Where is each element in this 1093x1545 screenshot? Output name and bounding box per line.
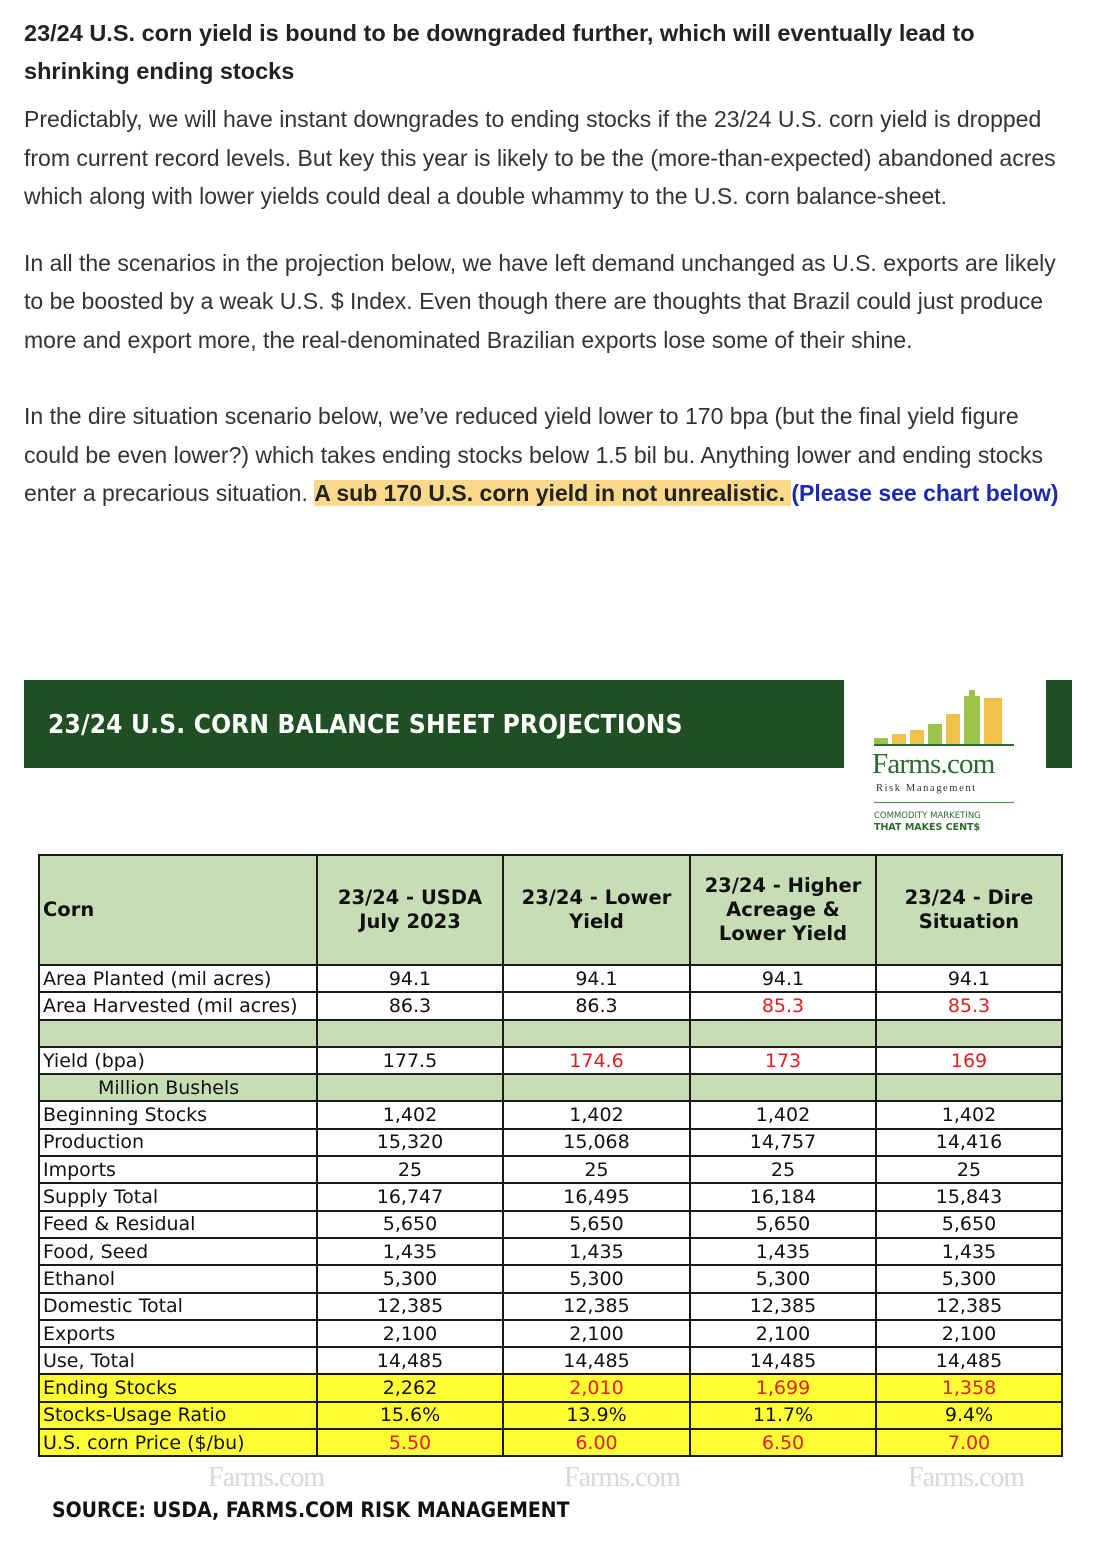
see-chart-link[interactable]: (Please see chart below) <box>791 480 1059 506</box>
row-label: Ending Stocks <box>39 1374 317 1401</box>
cell: 6.00 <box>503 1429 690 1456</box>
balance-sheet-figure <box>24 678 1072 1528</box>
logo-tagline-1: COMMODITY MARKETING <box>874 811 981 821</box>
cell: 5,650 <box>317 1211 503 1238</box>
header-lower-yield: 23/24 - Lower Yield <box>503 855 690 965</box>
cell: 14,485 <box>317 1347 503 1374</box>
cell: 16,495 <box>503 1183 690 1210</box>
table-row <box>39 1347 1062 1374</box>
cell: 5,300 <box>503 1265 690 1292</box>
row-label: Ethanol <box>39 1265 317 1292</box>
section-row <box>39 1074 1062 1101</box>
cell: 16,184 <box>690 1183 876 1210</box>
table-row <box>39 1129 1062 1156</box>
cell: 15,843 <box>876 1183 1062 1210</box>
cell: 1,435 <box>503 1238 690 1265</box>
header-dire-situation: 23/24 - Dire Situation <box>876 855 1062 965</box>
cell: 5,300 <box>317 1265 503 1292</box>
table-row <box>39 1238 1062 1265</box>
cell: 94.1 <box>690 965 876 992</box>
cell: 2,100 <box>317 1320 503 1347</box>
watermark-text: Farms.com <box>908 1462 1025 1493</box>
row-label: Production <box>39 1129 317 1156</box>
cell: 1,435 <box>876 1238 1062 1265</box>
row-label: Exports <box>39 1320 317 1347</box>
header-higher-acreage: 23/24 - Higher Acreage & Lower Yield <box>690 855 876 965</box>
table-body-rows <box>39 1101 1062 1374</box>
highlighted-statement: A sub 170 U.S. corn yield in not unrealistic. <box>314 480 792 506</box>
row-label: U.S. corn Price ($/bu) <box>39 1429 317 1456</box>
table-row <box>39 1429 1062 1456</box>
row-label: Area Harvested (mil acres) <box>39 992 317 1019</box>
row-label: Imports <box>39 1156 317 1183</box>
cell: 15,320 <box>317 1129 503 1156</box>
cell: 1,435 <box>690 1238 876 1265</box>
cell: 2,262 <box>317 1374 503 1401</box>
article <box>24 14 1074 513</box>
table-row <box>39 992 1062 1019</box>
row-label: Beginning Stocks <box>39 1101 317 1128</box>
paragraph-3-text: In the dire situation scenario below, we’ve reduced yield lower to 170 bpa (but the final yield figure could be even lower?) which takes ending stocks below 1.5 bil bu. Anything lower and ending stocks enter a precarious situation. <box>24 403 1043 506</box>
cell: 5,650 <box>690 1211 876 1238</box>
table-row <box>39 1320 1062 1347</box>
cell: 15.6% <box>317 1402 503 1429</box>
cell: 1,358 <box>876 1374 1062 1401</box>
cell: 14,757 <box>690 1129 876 1156</box>
cell: 1,699 <box>690 1374 876 1401</box>
cell: 173 <box>690 1047 876 1074</box>
cell: 12,385 <box>503 1293 690 1320</box>
logo-subtitle: Risk Management <box>876 783 977 794</box>
cell: 25 <box>317 1156 503 1183</box>
cell: 12,385 <box>876 1293 1062 1320</box>
paragraph-2: In all the scenarios in the projection below, we have left demand unchanged as U.S. exports are likely to be boosted by a weak U.S. $ Index. Even though there are thoughts that Brazil could just produce more and export more, the real-denominated Brazilian exports lose some of their shine. <box>24 249 1056 353</box>
row-label: Supply Total <box>39 1183 317 1210</box>
million-bushels-label: Million Bushels <box>39 1074 317 1101</box>
cell: 2,010 <box>503 1374 690 1401</box>
cell: 1,402 <box>690 1101 876 1128</box>
header-usda-july: 23/24 - USDA July 2023 <box>317 855 503 965</box>
cell: 2,100 <box>690 1320 876 1347</box>
table-row <box>39 965 1062 992</box>
cell: 9.4% <box>876 1402 1062 1429</box>
balance-sheet-table <box>38 854 1063 1457</box>
row-label: Food, Seed <box>39 1238 317 1265</box>
logo-bars-icon <box>874 684 1034 746</box>
table-row <box>39 1265 1062 1292</box>
cell: 5,300 <box>690 1265 876 1292</box>
cell: 1,435 <box>317 1238 503 1265</box>
cell: 14,485 <box>876 1347 1062 1374</box>
cell: 177.5 <box>317 1047 503 1074</box>
header-corn: Corn <box>39 855 317 965</box>
table-row <box>39 1402 1062 1429</box>
row-label: Domestic Total <box>39 1293 317 1320</box>
cell: 2,100 <box>876 1320 1062 1347</box>
table-row <box>39 1293 1062 1320</box>
table-row <box>39 1156 1062 1183</box>
cell: 174.6 <box>503 1047 690 1074</box>
cell: 94.1 <box>317 965 503 992</box>
cell: 16,747 <box>317 1183 503 1210</box>
farms-com-logo <box>844 678 1046 860</box>
table-row <box>39 1101 1062 1128</box>
table-row <box>39 1211 1062 1238</box>
row-label: Yield (bpa) <box>39 1047 317 1074</box>
logo-tagline <box>874 810 1024 834</box>
cell: 5.50 <box>317 1429 503 1456</box>
cell: 94.1 <box>876 965 1062 992</box>
row-label: Feed & Residual <box>39 1211 317 1238</box>
cell: 14,485 <box>690 1347 876 1374</box>
logo-divider <box>874 802 1014 803</box>
cell: 12,385 <box>690 1293 876 1320</box>
cell: 85.3 <box>690 992 876 1019</box>
cell: 25 <box>876 1156 1062 1183</box>
cell: 13.9% <box>503 1402 690 1429</box>
logo-brand: Farms.com <box>872 748 995 780</box>
cell: 5,300 <box>876 1265 1062 1292</box>
cell: 7.00 <box>876 1429 1062 1456</box>
figure-title: 23/24 U.S. CORN BALANCE SHEET PROJECTIONS <box>48 710 683 740</box>
cell: 169 <box>876 1047 1062 1074</box>
row-label: Area Planted (mil acres) <box>39 965 317 992</box>
source-note: SOURCE: USDA, FARMS.COM RISK MANAGEMENT <box>52 1498 570 1522</box>
cell: 5,650 <box>876 1211 1062 1238</box>
cell: 15,068 <box>503 1129 690 1156</box>
cell: 12,385 <box>317 1293 503 1320</box>
cell: 14,485 <box>503 1347 690 1374</box>
cell: 11.7% <box>690 1402 876 1429</box>
table-row <box>39 1183 1062 1210</box>
cell: 5,650 <box>503 1211 690 1238</box>
article-headline: 23/24 U.S. corn yield is bound to be downgraded further, which will eventually lead to shrinking ending stocks <box>24 20 975 84</box>
spacer-row <box>39 1020 1062 1047</box>
table-row <box>39 1374 1062 1401</box>
cell: 86.3 <box>503 992 690 1019</box>
cell: 1,402 <box>503 1101 690 1128</box>
row-label: Use, Total <box>39 1347 317 1374</box>
cell: 85.3 <box>876 992 1062 1019</box>
cell: 1,402 <box>876 1101 1062 1128</box>
cell: 14,416 <box>876 1129 1062 1156</box>
cell: 2,100 <box>503 1320 690 1347</box>
watermark-text: Farms.com <box>564 1462 681 1493</box>
logo-tagline-2: THAT MAKES CENT$ <box>874 822 981 833</box>
cell: 25 <box>503 1156 690 1183</box>
cell: 86.3 <box>317 992 503 1019</box>
table-header-row <box>39 855 1062 965</box>
cell: 1,402 <box>317 1101 503 1128</box>
cell: 6.50 <box>690 1429 876 1456</box>
cell: 94.1 <box>503 965 690 992</box>
paragraph-3 <box>24 397 1074 513</box>
cell: 25 <box>690 1156 876 1183</box>
watermark-text: Farms.com <box>208 1462 325 1493</box>
row-label: Stocks-Usage Ratio <box>39 1402 317 1429</box>
paragraph-1: Predictably, we will have instant downgrades to ending stocks if the 23/24 U.S. corn yield is dropped from current record levels. But key this year is likely to be the (more-than-expected) abandoned acres which along with lower yields could deal a double whammy to the U.S. corn balance-sheet. <box>24 106 1056 209</box>
table-row <box>39 1047 1062 1074</box>
